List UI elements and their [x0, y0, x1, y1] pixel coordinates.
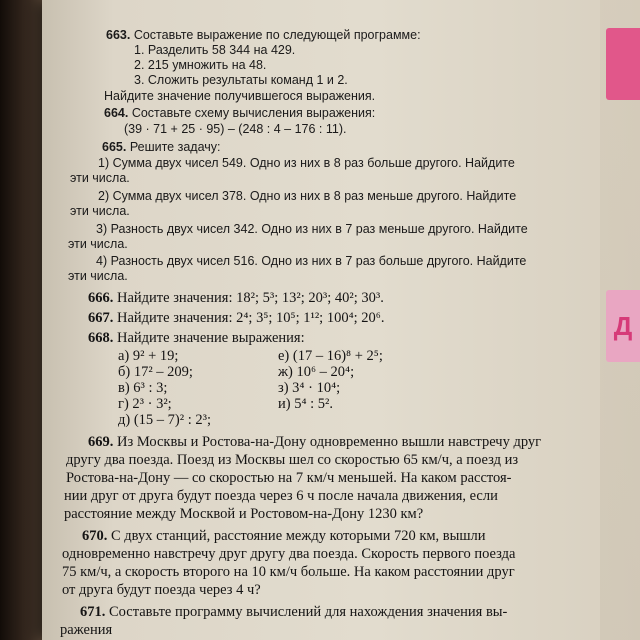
problem-number: 666. — [88, 290, 114, 306]
item-a: а) 9² + 19; — [118, 348, 179, 364]
section-tab-letter: Д — [606, 290, 640, 362]
section-tab-top — [606, 28, 640, 100]
item-i: и) 5⁴ : 5². — [278, 396, 334, 412]
problem-668-row2 — [118, 364, 355, 381]
problem-669-l2: другу два поезда. Поезд из Москвы шел со скоростью 65 км/ч, а поезд из — [66, 452, 519, 468]
problem-number: 671. — [80, 604, 106, 620]
problem-666 — [88, 290, 384, 307]
problem-text: Найдите значения: 18²; 5³; 13²; 20³; 40²; 30³. — [117, 290, 384, 306]
problem-671-l1 — [80, 604, 507, 621]
problem-665-4b: эти числа. — [68, 269, 128, 283]
problem-670-l4: от друга будут поезда через 4 ч? — [62, 582, 261, 598]
problem-text: Составьте программу вычислений для нахождения значения вы- — [109, 604, 508, 620]
problem-668-row1 — [118, 348, 383, 365]
problem-668-row5 — [118, 412, 211, 429]
item-z: з) 3⁴ · 10⁴; — [278, 380, 341, 396]
problem-671-l2: ражения — [60, 622, 113, 638]
item-e: е) (17 – 16)⁸ + 2⁵; — [278, 348, 383, 364]
problem-663-step3: 3. Сложить результаты команд 1 и 2. — [134, 73, 348, 87]
problem-669-l1 — [88, 434, 541, 451]
problem-663-step1: 1. Разделить 58 344 на 429. — [134, 43, 296, 57]
problem-665-title — [102, 140, 220, 154]
problem-text: Составьте выражение по следующей программе: — [133, 28, 421, 42]
problem-664-expr: (39 · 71 + 25 · 95) – (248 : 4 – 176 : 11). — [124, 122, 347, 136]
book-spine-shadow — [0, 0, 42, 640]
problem-number: 668. — [88, 330, 114, 346]
item-zh: ж) 10⁶ – 20⁴; — [278, 364, 355, 380]
item-b: б) 17² – 209; — [118, 364, 193, 380]
problem-665-1b: эти числа. — [70, 171, 130, 185]
problem-669-l3: Ростова-на-Дону — со скоростью на 7 км/ч меньшей. На каком расстоя- — [66, 470, 512, 486]
problem-number: 669. — [88, 434, 114, 450]
problem-663-final: Найдите значение получившегося выражения. — [104, 89, 376, 103]
problem-number: 670. — [82, 528, 108, 544]
problem-number: 664. — [104, 106, 129, 120]
item-d: д) (15 – 7)² : 2³; — [118, 412, 211, 428]
item-v: в) 6³ : 3; — [118, 380, 168, 396]
textbook-page — [42, 0, 640, 640]
problem-text: Составьте схему вычисления выражения: — [131, 106, 376, 120]
problem-670-l2: одновременно навстречу друг другу два поезда. Скорость первого поезда — [62, 546, 516, 562]
problem-665-3: 3) Разность двух чисел 342. Одно из них в 7 раз меньше другого. Найдите — [96, 222, 528, 236]
problem-665-2b: эти числа. — [70, 204, 130, 218]
problem-text: Найдите значения: 2⁴; 3⁵; 10⁵; 1¹²; 100⁴; 20⁶. — [117, 310, 385, 326]
problem-663-title — [106, 28, 421, 42]
problem-663-step2: 2. 215 умножить на 48. — [134, 58, 267, 72]
problem-number: 667. — [88, 310, 114, 326]
problem-number: 665. — [102, 140, 127, 154]
problem-665-4: 4) Разность двух чисел 516. Одно из них в 7 раз больше другого. Найдите — [96, 254, 527, 268]
problem-669-l4: нии друг от друга будут поезда через 6 ч после начала движения, если — [64, 488, 498, 504]
problem-670-l3: 75 км/ч, а скорость второго на 10 км/ч больше. На каком расстоянии друг — [62, 564, 515, 580]
problem-text: С двух станций, расстояние между которыми 720 км, вышли — [111, 528, 486, 544]
item-g: г) 2³ · 3²; — [118, 396, 172, 412]
problem-665-2: 2) Сумма двух чисел 378. Одно из них в 8 раз меньше другого. Найдите — [98, 189, 517, 203]
problem-668-row3 — [118, 380, 341, 397]
problem-668-title — [88, 330, 305, 347]
problem-number: 663. — [106, 28, 131, 42]
problem-665-3b: эти числа. — [68, 237, 128, 251]
problem-664-title — [104, 106, 375, 120]
problem-667 — [88, 310, 384, 327]
problem-text: Из Москвы и Ростова-на-Дону одновременно вышли навстречу друг — [117, 434, 542, 450]
problem-text: Найдите значение выражения: — [117, 330, 305, 346]
problem-665-1: 1) Сумма двух чисел 549. Одно из них в 8 раз больше другого. Найдите — [98, 156, 515, 170]
problem-text: Решите задачу: — [129, 140, 221, 154]
problem-670-l1 — [82, 528, 486, 545]
problem-668-row4 — [118, 396, 334, 413]
problem-669-l5: расстояние между Москвой и Ростовом-на-Дону 1230 км? — [64, 506, 424, 522]
